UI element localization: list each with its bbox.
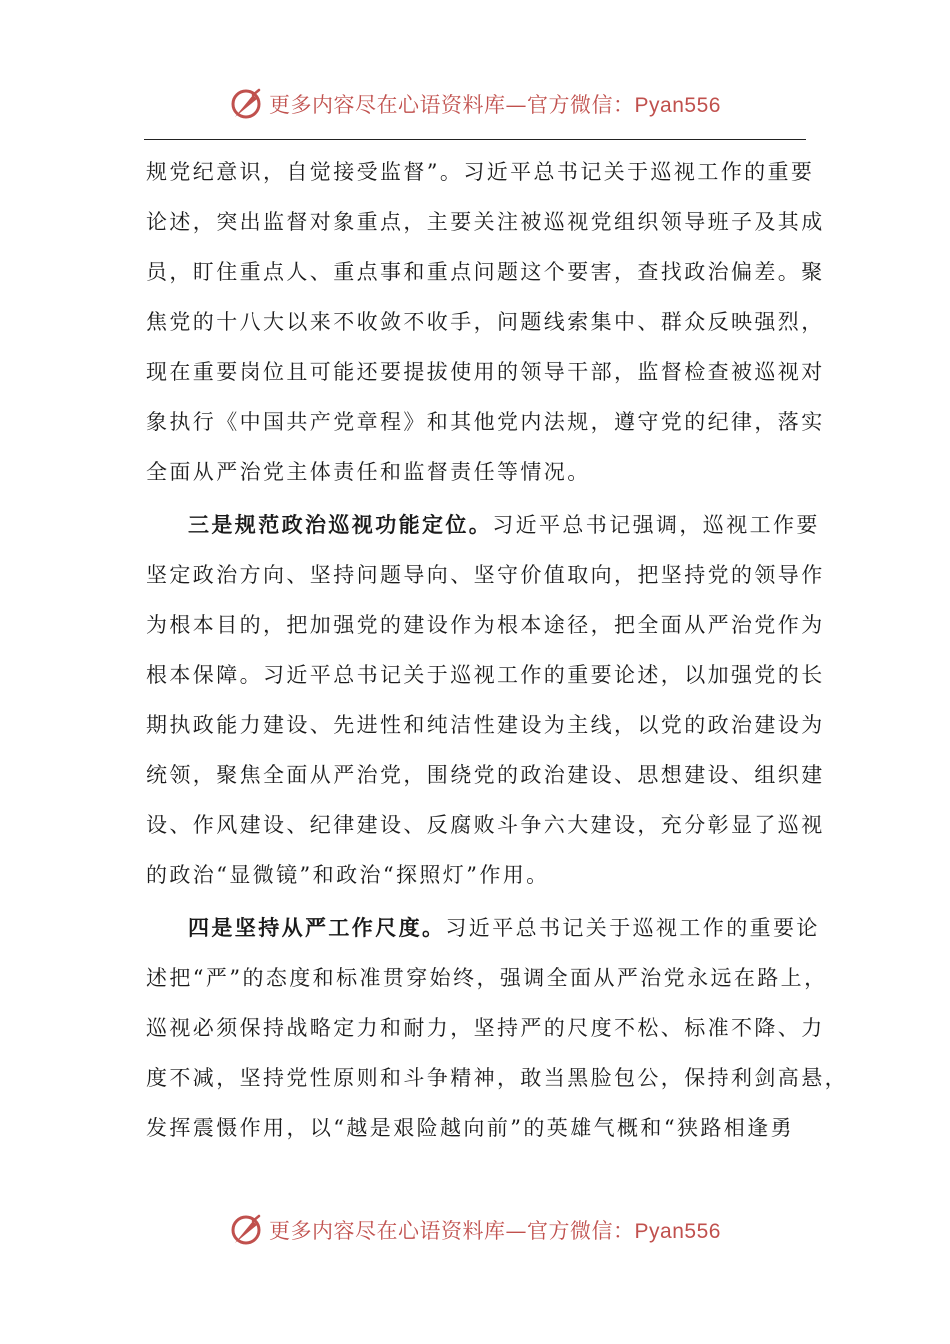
text-line: 坚定政治方向、坚持问题导向、坚守价值取向，把坚持党的领导作 — [146, 563, 825, 587]
text-line: 的政治“显微镜”和政治“探照灯”作用。 — [146, 863, 550, 887]
header-divider — [144, 139, 806, 140]
paragraph-3 — [146, 903, 848, 1153]
text-line: 根本保障。习近平总书记关于巡视工作的重要论述，以加强党的长 — [146, 663, 825, 687]
footer-banner — [0, 1210, 950, 1250]
quill-logo-icon — [229, 1213, 263, 1247]
text-line: 全面从严治党主体责任和监督责任等情况。 — [146, 460, 591, 484]
text-line-first: 四是坚持从严工作尺度。习近平总书记关于巡视工作的重要论 — [188, 915, 820, 940]
text-line: 论述，突出监督对象重点，主要关注被巡视党组织领导班子及其成 — [146, 210, 825, 234]
paragraph-heading: 四是坚持从严工作尺度。 — [188, 915, 446, 940]
text-line: 员，盯住重点人、重点事和重点问题这个要害，查找政治偏差。聚 — [146, 260, 825, 284]
text-line: 焦党的十八大以来不收敛不收手，问题线索集中、群众反映强烈， — [146, 310, 825, 334]
paragraph-2 — [146, 500, 825, 900]
text-line: 述把“严”的态度和标准贯穿始终，强调全面从严治党永远在路上， — [146, 966, 828, 990]
paragraph-heading: 三是规范政治巡视功能定位。 — [188, 512, 493, 537]
footer-banner-text: 更多内容尽在心语资料库—官方微信：Pyan556 — [269, 1219, 721, 1243]
header-banner-text: 更多内容尽在心语资料库—官方微信：Pyan556 — [269, 93, 721, 117]
header-banner — [0, 84, 950, 124]
text-line: 发挥震慑作用，以“越是艰险越向前”的英雄气概和“狭路相逢勇 — [146, 1116, 794, 1140]
text-line: 现在重要岗位且可能还要提拔使用的领导干部，监督检查被巡视对 — [146, 360, 825, 384]
text-line: 规党纪意识，自觉接受监督”。习近平总书记关于巡视工作的重要 — [146, 160, 815, 184]
text-line: 度不减，坚持党性原则和斗争精神，敢当黑脸包公，保持利剑高悬， — [146, 1066, 848, 1090]
text-line: 象执行《中国共产党章程》和其他党内法规，遵守党的纪律，落实 — [146, 410, 825, 434]
text-line-first: 三是规范政治巡视功能定位。习近平总书记强调，巡视工作要 — [188, 512, 820, 537]
text-line: 为根本目的，把加强党的建设作为根本途径，把全面从严治党作为 — [146, 613, 825, 637]
text-line: 巡视必须保持战略定力和耐力，坚持严的尺度不松、标准不降、力 — [146, 1016, 825, 1040]
paragraph-1 — [146, 147, 825, 497]
text-line: 统领，聚焦全面从严治党，围绕党的政治建设、思想建设、组织建 — [146, 763, 825, 787]
text-line: 设、作风建设、纪律建设、反腐败斗争六大建设，充分彰显了巡视 — [146, 813, 825, 837]
document-body — [146, 147, 848, 1153]
text-line: 期执政能力建设、先进性和纯洁性建设为主线，以党的政治建设为 — [146, 713, 825, 737]
quill-logo-icon — [229, 87, 263, 121]
